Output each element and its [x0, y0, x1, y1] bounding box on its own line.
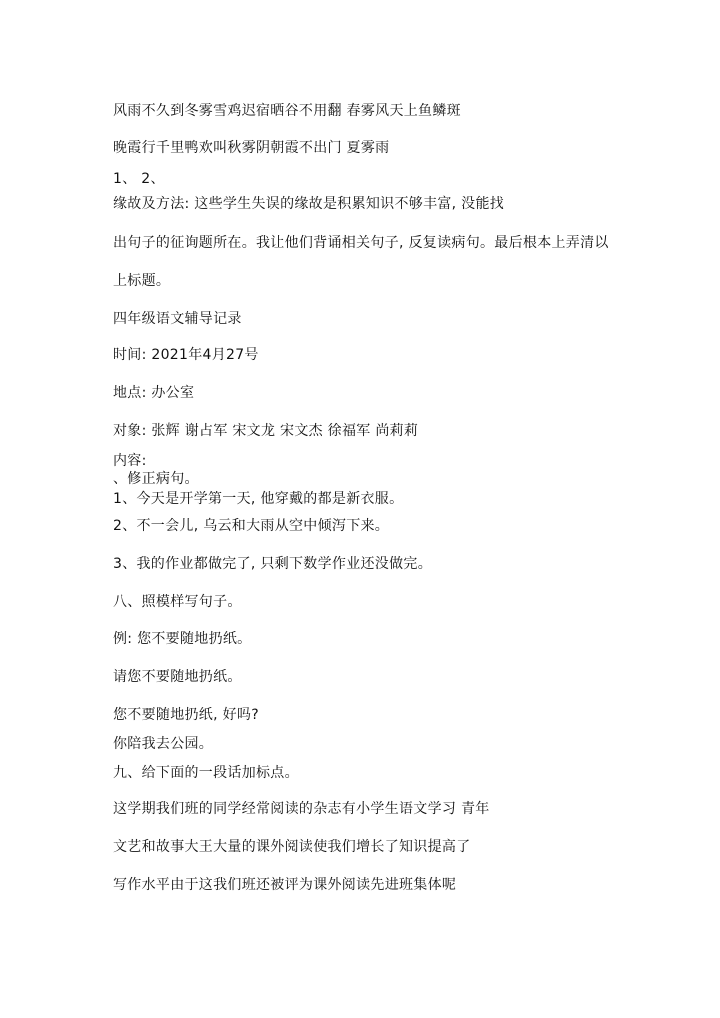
record-location: 地点: 办公室 — [113, 385, 195, 401]
text-line: 出句子的征询题所在。我让他们背诵相关句子, 反复读病句。最后根本上弄清以 — [113, 235, 609, 251]
text-line: 1、 2、 — [113, 171, 165, 187]
text-line: 上标题。 — [113, 273, 171, 289]
text-line: 3、我的作业都做完了, 只剩下数学作业还没做完。 — [113, 556, 433, 572]
text-line: 写作水平由于这我们班还被评为课外阅读先进班集体呢 — [113, 877, 457, 893]
text-line: 您不要随地扔纸, 好吗? — [113, 707, 259, 723]
record-content-label: 内容: — [113, 453, 147, 469]
text-line: 风雨不久到冬雾雪鸡迟宿晒谷不用翻 春雾风天上鱼鳞斑 — [113, 103, 461, 119]
text-line: 例: 您不要随地扔纸。 — [113, 631, 252, 647]
text-line: 八、照模样写句子。 — [113, 594, 242, 610]
section-title: 四年级语文辅导记录 — [113, 311, 242, 327]
text-line: 缘故及方法: 这些学生失误的缘故是积累知识不够丰富, 没能找 — [113, 196, 505, 212]
text-line: 2、不一会儿, 乌云和大雨从空中倾泻下来。 — [113, 518, 390, 534]
text-line: 1、今天是开学第一天, 他穿戴的都是新衣服。 — [113, 491, 404, 507]
record-participants: 对象: 张辉 谢占军 宋文龙 宋文杰 徐福军 尚莉莉 — [113, 423, 419, 439]
text-line: 请您不要随地扔纸。 — [113, 669, 242, 685]
text-line: 晚霞行千里鸭欢叫秋雾阴朝霞不出门 夏雾雨 — [113, 140, 390, 156]
text-line: 、修正病句。 — [113, 471, 199, 487]
record-time: 时间: 2021年4月27号 — [113, 347, 259, 363]
text-line: 这学期我们班的同学经常阅读的杂志有小学生语文学习 青年 — [113, 801, 490, 817]
text-line: 九、给下面的一段话加标点。 — [113, 765, 299, 781]
text-line: 文艺和故事大王大量的课外阅读使我们增长了知识提高了 — [113, 839, 471, 855]
text-line: 你陪我去公园。 — [113, 736, 214, 752]
